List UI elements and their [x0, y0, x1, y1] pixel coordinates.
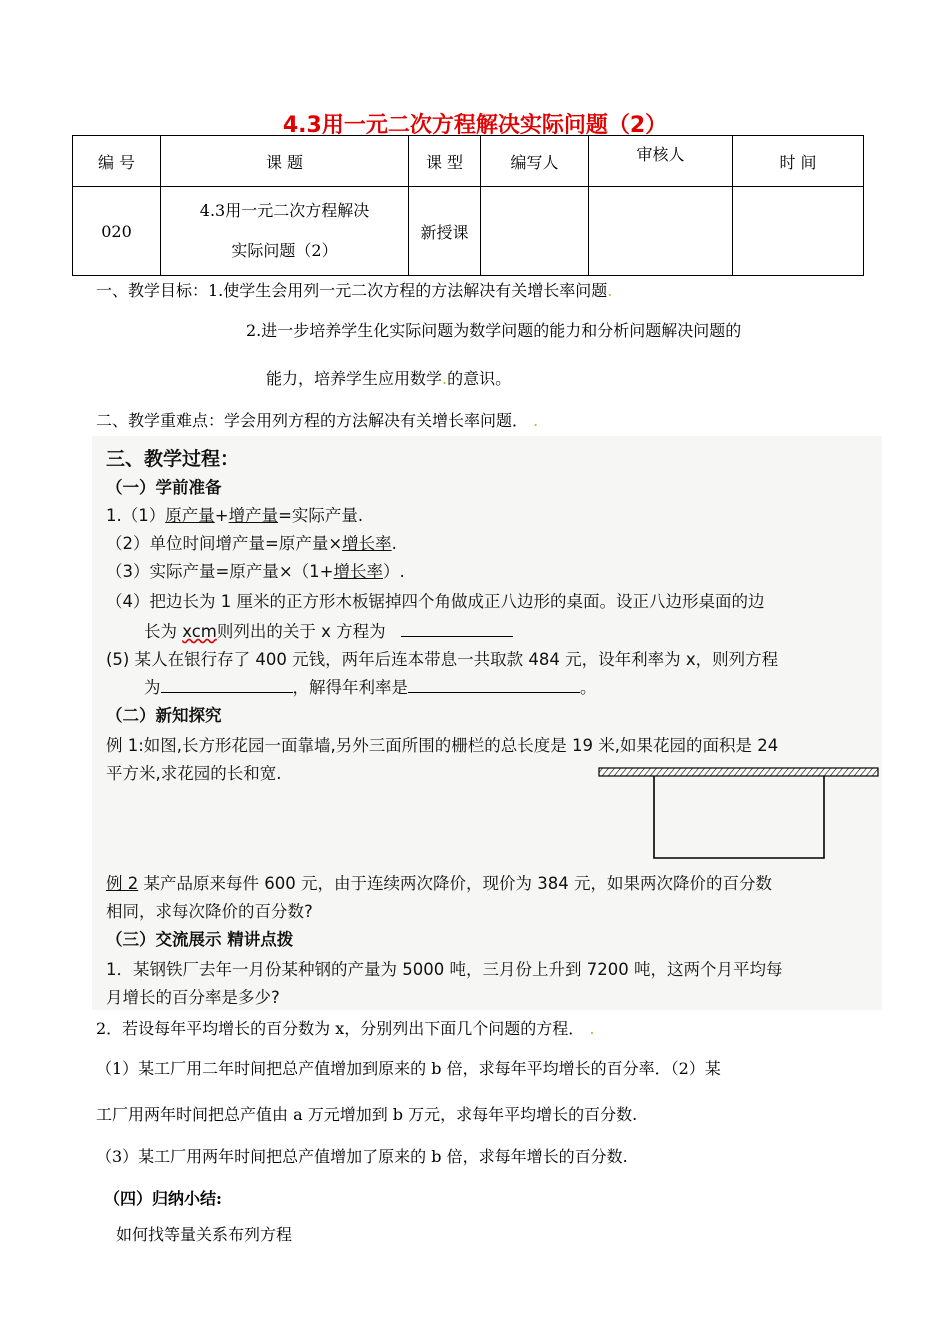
- summary-text: 如何找等量关系布列方程: [116, 1225, 293, 1244]
- example2-line1: 例 2 某产品原来每件 600 元，由于连续两次降价，现价为 384 元，如果两次降价的百分数: [106, 874, 772, 893]
- fence: [654, 776, 824, 858]
- goals-line3: 能力，培养学生应用数学.的意识。: [266, 369, 512, 388]
- goals-line1: 一、教学目标：1.使学生会用列一元二次方程的方法解决有关增长率问题.: [96, 281, 613, 300]
- prep-item-2: （2）单位时间增产量=原产量×增长率.: [106, 534, 397, 553]
- scanned-process-block: [92, 436, 882, 1010]
- example1-line1: 例 1:如图,长方形花园一面靠墙,另外三面所围的栅栏的总长度是 19 米,如果花园的面积是 24: [106, 736, 779, 755]
- header-writer: 编写人: [481, 136, 589, 187]
- answer-blank: [401, 622, 513, 637]
- prep-item-3: （3）实际产量=原产量×（1+增长率）.: [106, 562, 405, 581]
- show-heading: （三）交流展示 精讲点拨: [106, 930, 294, 949]
- wall: [599, 768, 878, 776]
- cell-time: [733, 187, 864, 276]
- answer-blank: [408, 678, 580, 693]
- prep-item-1: 1.（1）原产量+增产量=实际产量.: [106, 506, 364, 525]
- table-header-row: [73, 136, 864, 187]
- cell-topic-line1: 4.3用一元二次方程解决: [199, 201, 370, 220]
- garden-diagram: [598, 766, 880, 862]
- question1-line1: 1．某钢铁厂去年一月份某种钢的产量为 5000 吨，三月份上升到 7200 吨，这两个月平均每: [106, 960, 783, 979]
- header-type: 课 型: [409, 136, 481, 187]
- example2-line2: 相同，求每次降价的百分数?: [106, 902, 313, 921]
- header-code: 编 号: [73, 136, 161, 187]
- question2-intro: 2．若设每年平均增长的百分数为 x，分别列出下面几个问题的方程． .: [96, 1019, 595, 1038]
- prep-heading: （一）学前准备: [106, 478, 222, 497]
- answer-blank: [161, 678, 293, 693]
- cell-writer: [481, 187, 589, 276]
- question2-c: （3）某工厂用两年时间把总产值增加了原来的 b 倍，求每年增长的百分数.: [96, 1147, 628, 1166]
- prep-item-5-line1: (5) 某人在银行存了 400 元钱，两年后连本带息一共取款 484 元，设年利率为 x，则列方程: [106, 650, 779, 669]
- header-reviewer: 审核人: [589, 136, 733, 187]
- question2-b: 工厂用两年时间把总产值由 a 万元增加到 b 万元，求每年平均增长的百分数.: [96, 1105, 638, 1124]
- question2-a: （1）某工厂用二年时间把总产值增加到原来的 b 倍，求每年平均增长的百分率．（2）某: [96, 1059, 721, 1078]
- question1-line2: 月增长的百分率是多少?: [106, 988, 280, 1007]
- page-title: 4.3用一元二次方程解决实际问题（2）: [282, 113, 668, 138]
- prep-item-4-line1: （4）把边长为 1 厘米的正方形木板锯掉四个角做成正八边形的桌面。设正八边形桌面的边: [106, 592, 765, 611]
- cell-type: 新授课: [409, 187, 481, 276]
- explore-heading: （二）新知探究: [106, 706, 222, 725]
- header-time: 时 间: [733, 136, 864, 187]
- cell-reviewer: [589, 187, 733, 276]
- example1-line2: 平方米,求花园的长和宽.: [106, 764, 282, 783]
- header-topic: 课 题: [161, 136, 409, 187]
- cell-code: 020: [73, 187, 161, 276]
- lesson-info-table: [72, 135, 864, 276]
- cell-topic-line2: 实际问题（2）: [231, 241, 338, 260]
- table-row: [73, 187, 864, 276]
- cell-topic: [161, 187, 409, 276]
- goals-line2: 2.进一步培养学生化实际问题为数学问题的能力和分析问题解决问题的: [246, 321, 742, 340]
- prep-item-5-line2: 为 ，解得年利率是 。: [144, 678, 597, 697]
- process-heading: 三、教学过程：: [106, 448, 240, 470]
- prep-item-4-line2: 长为 xcm则列出的关于 x 方程为: [144, 618, 513, 642]
- key-points-line: 二、教学重难点：学会用列方程的方法解决有关增长率问题． .: [96, 411, 539, 430]
- summary-heading: （四）归纳小结:: [104, 1189, 222, 1208]
